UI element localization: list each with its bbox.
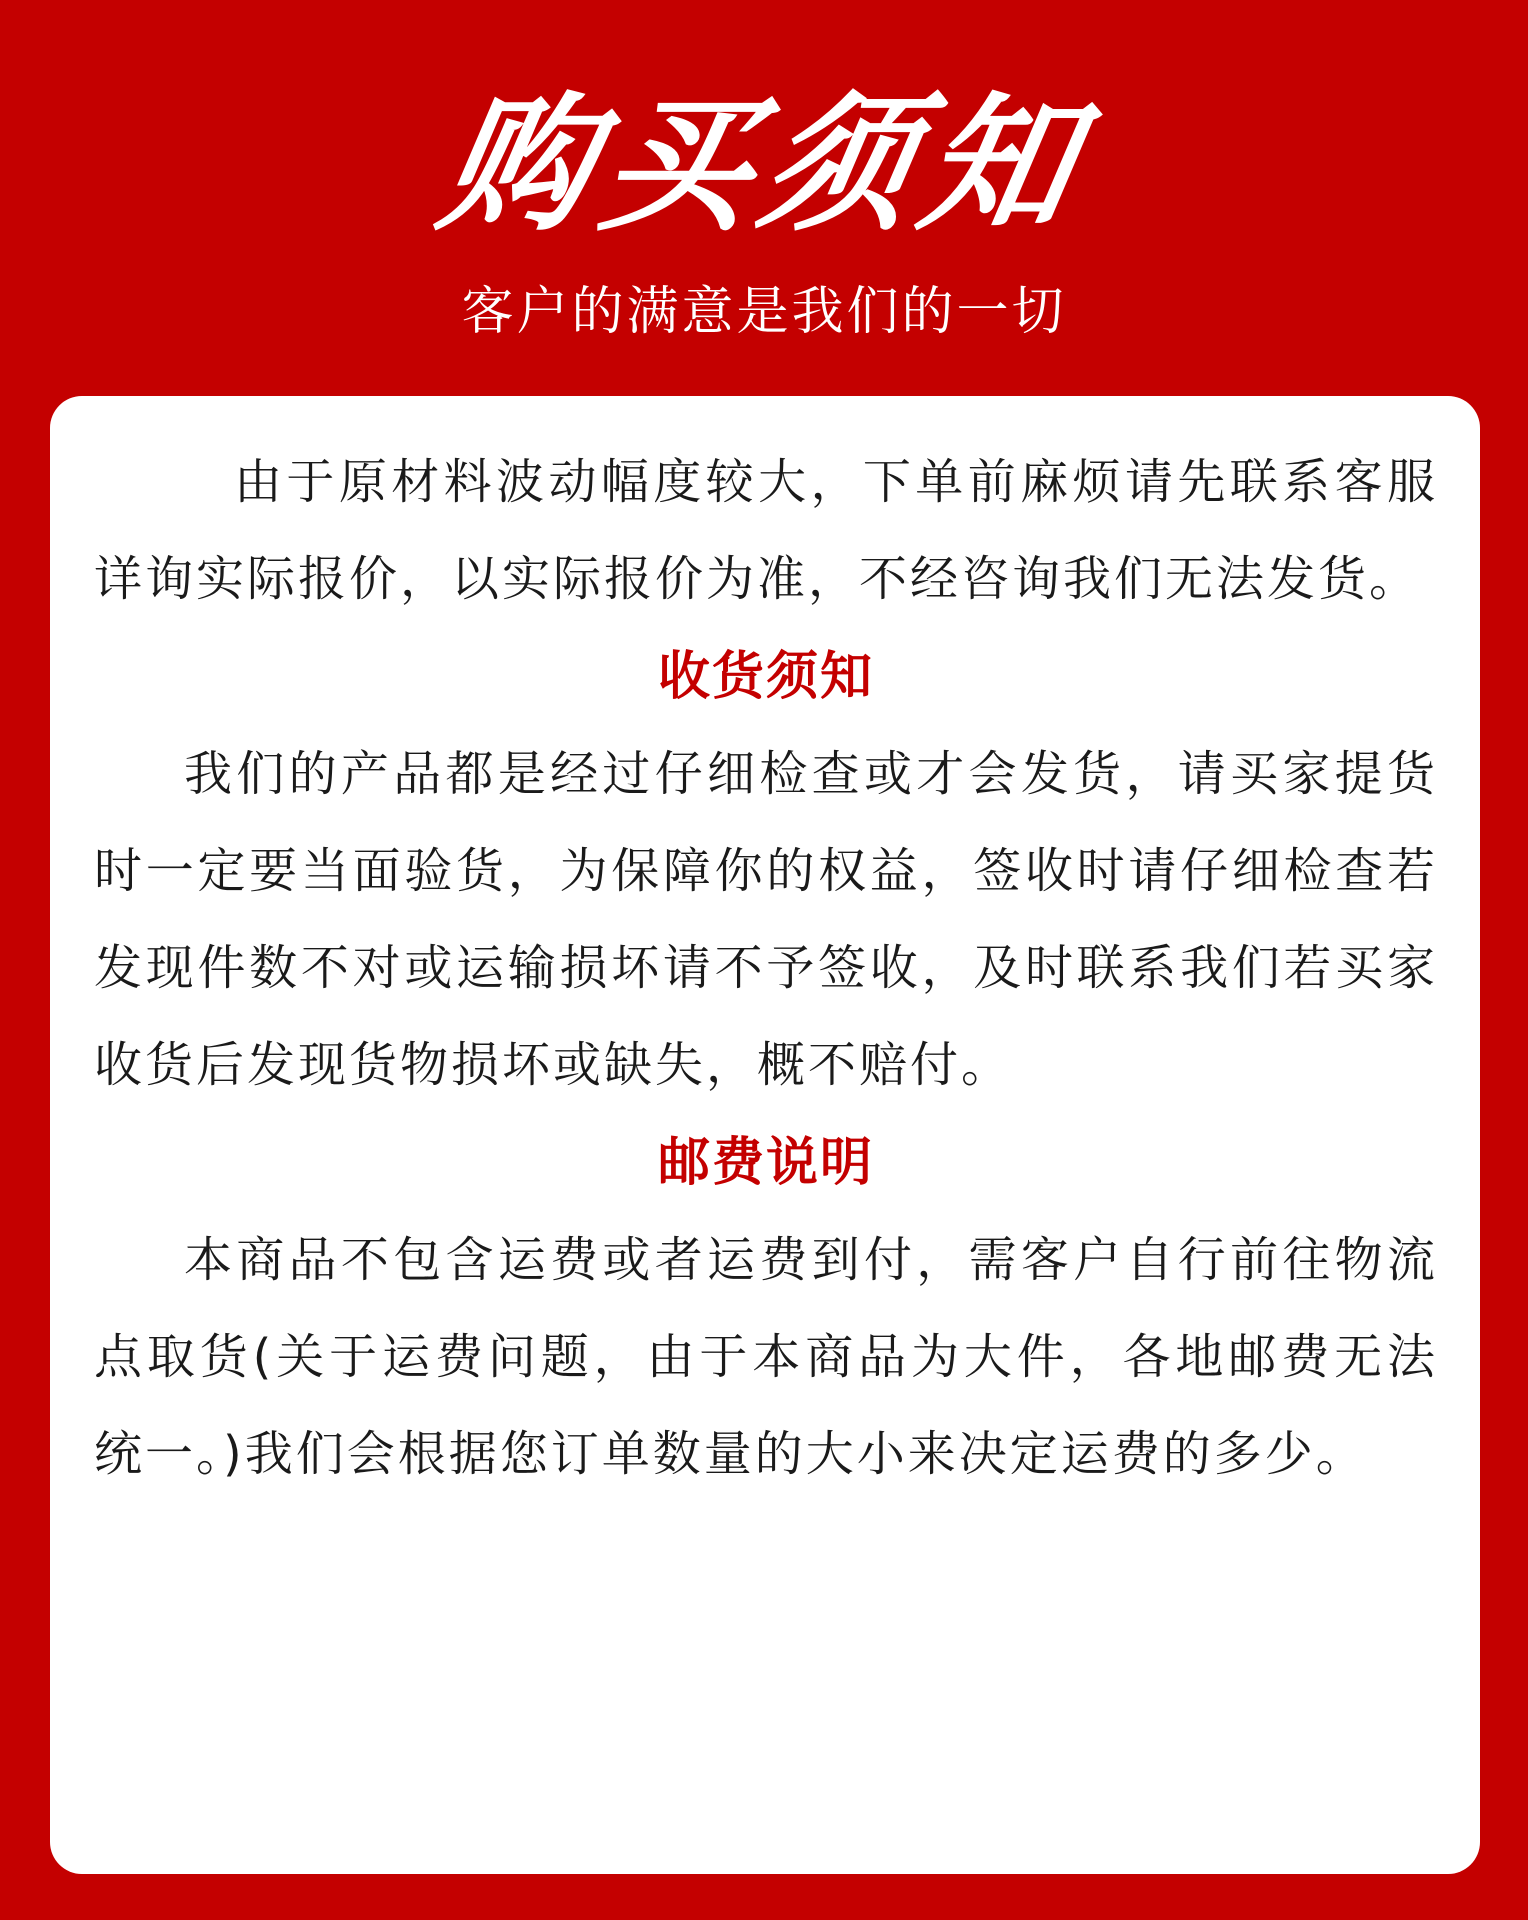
page-subtitle: 客户的满意是我们的一切 <box>461 282 1067 342</box>
receiving-paragraph: 我们的产品都是经过仔细检查或才会发货，请买家提货时一定要当面验货，为保障你的权益，签收时请仔细检查若发现件数不对或运输损坏请不予签收，及时联系我们若买家收货后发现货物损坏或缺失，概不赔付。 <box>94 746 1438 1093</box>
intro-paragraph: 由于原材料波动幅度较大，下单前麻烦请先联系客服详询实际报价，以实际报价为准，不经咨询我们无法发货。 <box>94 454 1438 607</box>
receiving-heading: 收货须知 <box>657 647 874 707</box>
shipping-paragraph: 本商品不包含运费或者运费到付，需客户自行前往物流点取货(关于运费问题，由于本商品为大件，各地邮费无法统一。)我们会根据您订单数量的大小来决定运费的多少。 <box>94 1232 1438 1482</box>
page-title: 购买须知 <box>428 79 1100 251</box>
notice-card <box>50 396 1480 1874</box>
shipping-heading: 邮费说明 <box>657 1133 874 1193</box>
